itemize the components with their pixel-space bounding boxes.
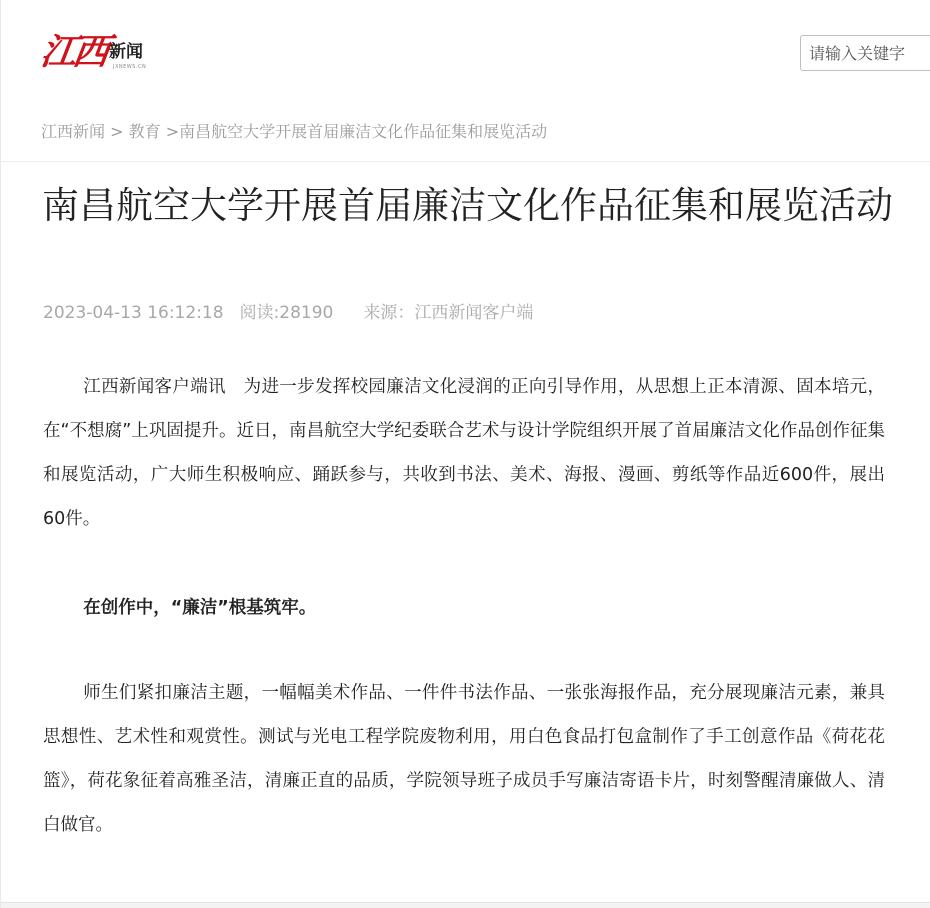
- site-header: [1, 0, 930, 100]
- breadcrumb-home-link[interactable]: 江西新闻: [41, 122, 106, 141]
- breadcrumb-separator: >: [160, 122, 180, 141]
- search-input[interactable]: [801, 36, 930, 70]
- search-box: [800, 35, 930, 71]
- article-date: 2023-04-13 16:12:18: [43, 303, 224, 323]
- logo-text: 新闻: [109, 42, 143, 62]
- article-title: 南昌航空大学开展首届廉洁文化作品征集和展览活动: [42, 184, 893, 227]
- logo-subtext: JXNEWS.CN: [113, 64, 147, 70]
- article-paragraph: 师生们紧扣廉洁主题，一幅幅美术作品、一件件书法作品、一张张海报作品，充分展现廉洁元素，兼具思想性、艺术性和观赏性。测试与光电工程学院废物利用，用白色食品打包盒制作了手工创意作品《荷花花篮》，荷花象征着高雅圣洁，清廉正直的品质，学院领导班子成员手写廉洁寄语卡片，时刻警醒清廉做人、清白做官。: [43, 683, 885, 835]
- article-source: 来源：江西新闻客户端: [363, 303, 534, 323]
- breadcrumb-current: 南昌航空大学开展首届廉洁文化作品征集和展览活动: [179, 122, 548, 141]
- breadcrumb-category-link[interactable]: 教育: [128, 122, 161, 141]
- article-subheading: 在创作中，“廉洁”根基筑牢。: [83, 598, 317, 618]
- header-divider: [1, 161, 930, 162]
- article-read-count: 阅读:28190: [239, 303, 334, 323]
- site-logo[interactable]: [38, 30, 151, 76]
- breadcrumb-separator: >: [105, 122, 129, 141]
- breadcrumb: [41, 121, 547, 143]
- article-meta: [43, 301, 533, 325]
- bottom-strip: [1, 902, 930, 908]
- article-paragraph: 江西新闻客户端讯 为进一步发挥校园廉洁文化浸润的正向引导作用，从思想上正本清源、固本培元，在“不想腐”上巩固提升。近日，南昌航空大学纪委联合艺术与设计学院组织开展了首届廉洁文化作品创作征集和展览活动，广大师生积极响应、踊跃参与，共收到书法、美术、海报、漫画、剪纸等作品近600件，展出60件。: [43, 377, 885, 529]
- logo-brush-text: 江西: [38, 31, 108, 73]
